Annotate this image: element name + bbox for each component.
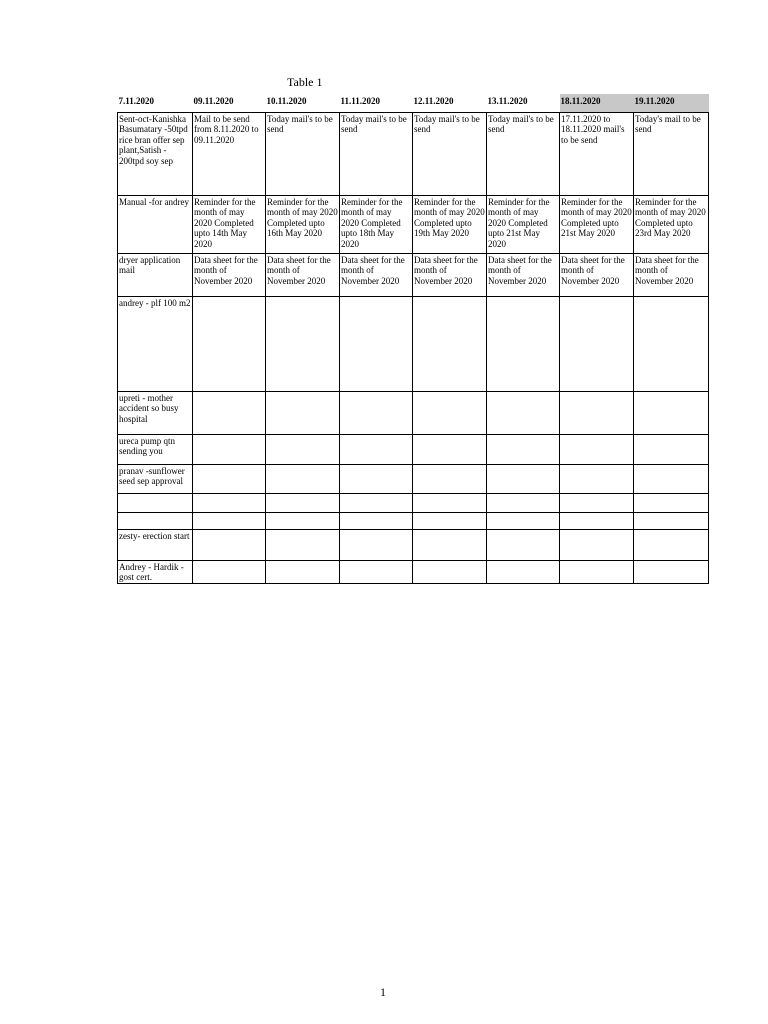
table-cell [193,297,266,392]
table-row [118,530,709,561]
table-cell [487,561,560,584]
table-cell [487,494,560,513]
table-cell [487,513,560,530]
column-header: 7.11.2020 [118,96,155,106]
table-cell: Data sheet for the month of November 2020 [413,254,487,297]
table-cell: Mail to be send from 8.11.2020 to 09.11.2020 [193,113,266,196]
table-row [118,254,709,297]
table-cell: Andrey - Hardik - gost cert. [118,561,193,584]
table-cell: Sent-oct-Kanishka Basumatary -50tpd rice bran offer sep plant,Satish - 200tpd soy sep [118,113,193,196]
column-header: 19.11.2020 [634,94,709,113]
table-cell [118,513,193,530]
table-row [118,196,709,254]
table-cell: Reminder for the month of may 2020 Completed upto 16th May 2020 [266,196,340,254]
table-cell [340,392,413,435]
table-cell [266,530,340,561]
table-cell: Reminder for the month of may 2020 Completed upto 23rd May 2020 [634,196,709,254]
table-row [118,435,709,465]
table-cell [560,465,634,494]
table-cell [560,494,634,513]
page-number: 1 [380,985,386,999]
schedule-table [117,94,709,584]
header-row [118,94,709,113]
table-cell [193,530,266,561]
table-cell: Today mail's to be send [413,113,487,196]
table-cell [193,392,266,435]
table-cell [487,392,560,435]
table-row [118,513,709,530]
table-cell [340,530,413,561]
table-cell [266,435,340,465]
table-cell: Reminder for the month of may 2020 Completed upto 21st May 2020 [487,196,560,254]
table-cell [413,561,487,584]
table-cell [634,494,709,513]
table-cell: Reminder for the month of may 2020 Completed upto 19th May 2020 [413,196,487,254]
table-cell [487,435,560,465]
table-cell: Data sheet for the month of November 2020 [634,254,709,297]
table-cell: Data sheet for the month of November 2020 [560,254,634,297]
table-cell: 17.11.2020 to 18.11.2020 mail's to be send [560,113,634,196]
table-cell [413,465,487,494]
table-cell: dryer application mail [118,254,193,297]
table-cell [193,513,266,530]
table-cell [340,435,413,465]
table-cell [266,297,340,392]
table-cell: ureca pump qtn sending you [118,435,193,465]
table-cell [340,513,413,530]
table-cell: Data sheet for the month of November 2020 [266,254,340,297]
table-cell [266,494,340,513]
table-row [118,297,709,392]
column-header: 12.11.2020 [413,96,454,106]
table-cell [340,494,413,513]
column-header: 18.11.2020 [560,94,634,113]
table-cell [266,392,340,435]
table-cell [634,530,709,561]
table-cell: Manual -for andrey [118,196,193,254]
table-cell: Today's mail to be send [634,113,709,196]
table-cell [340,297,413,392]
table-cell [266,465,340,494]
table-cell [487,297,560,392]
table-cell [413,513,487,530]
table-cell: Data sheet for the month of November 2020 [487,254,560,297]
table-cell [266,513,340,530]
table-cell [413,494,487,513]
table-cell [413,435,487,465]
table-cell: Reminder for the month of may 2020 Completed upto 21st May 2020 [560,196,634,254]
table-cell [634,392,709,435]
table-caption: Table 1 [287,75,323,89]
table-cell [487,465,560,494]
table-cell: Reminder for the month of may 2020 Completed upto 14th May 2020 [193,196,266,254]
table-row [118,494,709,513]
table-cell [634,297,709,392]
table-cell [193,561,266,584]
table-cell: andrey - plf 100 m2 [118,297,193,392]
column-header: 10.11.2020 [266,96,307,106]
table-cell [118,494,193,513]
table-cell [193,494,266,513]
table-cell [413,297,487,392]
table-cell [634,561,709,584]
table-cell: Data sheet for the month of November 2020 [193,254,266,297]
column-header: 11.11.2020 [340,96,381,106]
table-cell [487,530,560,561]
table-row [118,561,709,584]
column-header: 09.11.2020 [193,96,234,106]
table-cell [560,513,634,530]
table-cell: Today mail's to be send [340,113,413,196]
table-cell: zesty- erection start [118,530,193,561]
column-header: 13.11.2020 [487,96,528,106]
table-cell [634,435,709,465]
table-cell: Today mail's to be send [266,113,340,196]
table-cell [193,435,266,465]
table-cell [340,465,413,494]
table-cell [560,392,634,435]
table-row [118,113,709,196]
table-cell: Data sheet for the month of November 2020 [340,254,413,297]
table-cell [193,465,266,494]
table-cell [634,465,709,494]
table-cell [413,392,487,435]
table-row [118,465,709,494]
table-cell: Today mail's to be send [487,113,560,196]
table-row [118,392,709,435]
table-cell [266,561,340,584]
table-cell: upreti - mother accident so busy hospital [118,392,193,435]
table-cell [560,561,634,584]
table-cell [560,530,634,561]
table-cell [560,297,634,392]
table-cell [340,561,413,584]
table-cell [413,530,487,561]
table-cell [634,513,709,530]
table-cell: pranav -sunflower seed sep approval [118,465,193,494]
table-cell: Reminder for the month of may 2020 Completed upto 18th May 2020 [340,196,413,254]
table-cell [560,435,634,465]
